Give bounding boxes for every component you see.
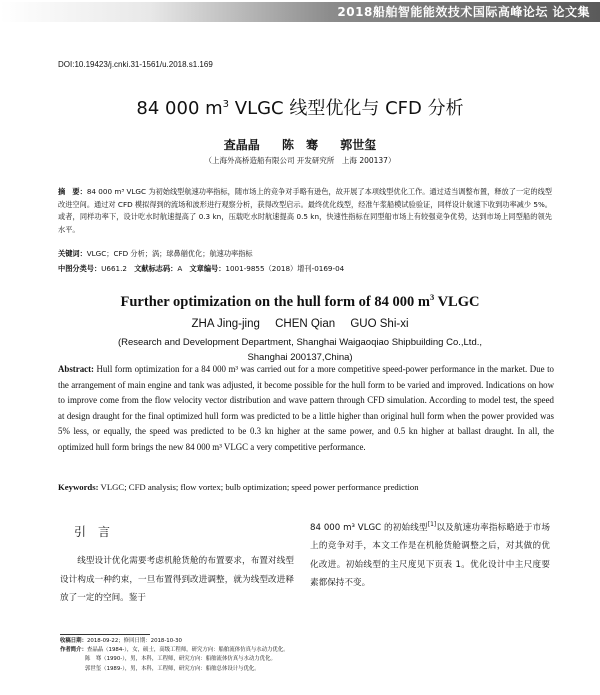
abstract-en-text: Hull form optimization for a 84 000 m³ was carried out for a more competitive speed-power performance in the market. Due to the arrangement of main engine and tank was adjusted, it become possible for the hull form to be varied and improved. Indications on how to improve come from the flow velocity vector distribution and wave pattern through CFD simulation. According to model test, the speed at design draught for the final optimized hull form was predicted to be a little higher than original hull form when the power provided was 5% less, or equally, the speed was predicted to be 0.3 kn higher at the same power, and 0.5 kn higher at ballast draught. In all, the optimized hull form brings the new 84 000 m³ VLGC a very competitive performance.: [58, 364, 554, 452]
doc-code-label: 文献标志码：: [134, 264, 178, 273]
title-english: [0, 292, 600, 311]
footnotes: [60, 637, 550, 674]
article-no-label: 文章编号：: [189, 264, 226, 273]
page-banner: [0, 0, 600, 26]
author-en-1: ZHA Jing-jing: [191, 318, 260, 330]
classification-line: [58, 264, 552, 274]
title-chinese: [0, 94, 600, 120]
author-cn-2: 陈 骞: [281, 138, 318, 152]
footnote-divider: [60, 634, 150, 635]
keywords-english: [58, 482, 554, 492]
clc-label: 中图分类号：: [58, 264, 102, 273]
affiliation-en-line2: Shanghai 200137,China): [247, 352, 353, 363]
footnote-author-1: [60, 646, 550, 655]
author-en-2: CHEN Qian: [275, 318, 336, 330]
title-en-sup: 3: [429, 292, 435, 302]
abstract-english: [58, 362, 554, 455]
author-bio-3: 郭世玺（1989-），男，本科，工程师，研究方向：船舶总体设计与优化。: [85, 665, 260, 672]
affiliation-en-line1: (Research and Development Department, Shanghai Waigaoqiao Shipbuilding Co.,Ltd.,: [117, 337, 483, 348]
citation-ref[interactable]: [1]: [427, 521, 437, 528]
abstract-chinese: [58, 186, 552, 236]
keywords-cn-text: VLGC；CFD 分析；涡；球鼻艏优化；航速功率指标: [86, 249, 253, 258]
intro-right-text-b: 以及航速功率指标略逊于市场上的竞争对手，本文工作是在机舱货舱调整之后，对其做的优化改进。初始线型的主尺度见下页表 1。优化设计中主尺度要素都保持不变。: [310, 522, 550, 589]
keywords-chinese: [58, 249, 552, 259]
title-en-main: Further optimization on the hull form of 84 000 m: [120, 293, 430, 310]
doi: DOI:10.19423/j.cnki.31-1561/u.2018.s1.169: [58, 60, 213, 69]
intro-right-text-a: 84 000 m³ VLGC 的初始线型: [310, 522, 428, 533]
title-cn-sup: 3: [222, 99, 230, 110]
author-cn-1: 查晶晶: [223, 138, 260, 152]
received-label: 收稿日期：: [60, 638, 87, 644]
abstract-cn-label: 摘 要：: [58, 187, 87, 196]
author-bio-label: 作者简介：: [60, 647, 87, 654]
banner-title: 2018船舶智能能效技术国际高峰论坛 论文集: [337, 5, 590, 19]
title-cn-main: 84 000 m: [136, 98, 223, 119]
title-en-rest: VLGC: [434, 293, 480, 310]
authors-english: [0, 318, 600, 330]
author-cn-3: 郭世玺: [340, 138, 377, 152]
clc-value: U661.2: [101, 264, 127, 273]
abstract-en-label: Abstract:: [58, 364, 94, 374]
affiliation-chinese: （上海外高桥造船有限公司 开发研究所 上海 200137）: [204, 156, 396, 165]
intro-left-column: 线型设计优化需要考虑机舱货舱的布置要求，布置对线型设计构成一种约束，一旦布置得到改进调整，就为线型改进释放了一定的空间。鉴于: [60, 556, 294, 603]
keywords-cn-label: 关键词：: [58, 249, 87, 258]
author-en-3: GUO Shi-xi: [350, 318, 409, 330]
article-no-value: 1001-9855（2018）增刊-0169-04: [225, 264, 345, 273]
doc-code-value: A: [177, 264, 183, 273]
affiliation-english: [0, 335, 600, 365]
authors-chinese: [0, 136, 600, 153]
received-dates: 2018-09-22；修回日期：2018-10-30: [86, 638, 182, 644]
author-bio-1: 查晶晶（1984-），女，硕士，高级工程师，研究方向：船舶流体仿真与水动力优化。: [86, 647, 289, 654]
title-cn-rest: VLGC 线型优化与 CFD 分析: [229, 98, 464, 119]
abstract-cn-text: 84 000 m³ VLGC 为初始线型航速功率指标，随市场上的竞争对手略有逊色，故开展了本项线型优化工作。通过适当调整布置，释放了一定的线型改进空间。通过对 CFD 模拟得到的流场和波形进行观察分析，获得改型启示。最终优化线型，经准午浆船模试验验证，同样设计航速下收到功率减少 5%。或者，同样功率下，设计吃水时航速提高了 0.3 kn，压载吃水时航速提高 0.5 kn，快速性指标在同型船市场上有较强竞争优势，达到市场上同型船的领先水平。: [58, 187, 552, 234]
footnote-received: [60, 637, 550, 646]
keywords-en-text: VLGC; CFD analysis; flow vortex; bulb optimization; speed power performance prediction: [98, 482, 419, 492]
keywords-en-label: Keywords:: [58, 482, 99, 492]
author-bio-2: 陈 骞（1990-），男，本科，工程师，研究方向：船舶流体仿真与水动力优化。: [85, 656, 276, 663]
section-heading-introduction: 引言: [74, 525, 123, 539]
intro-right-column: [310, 516, 550, 593]
